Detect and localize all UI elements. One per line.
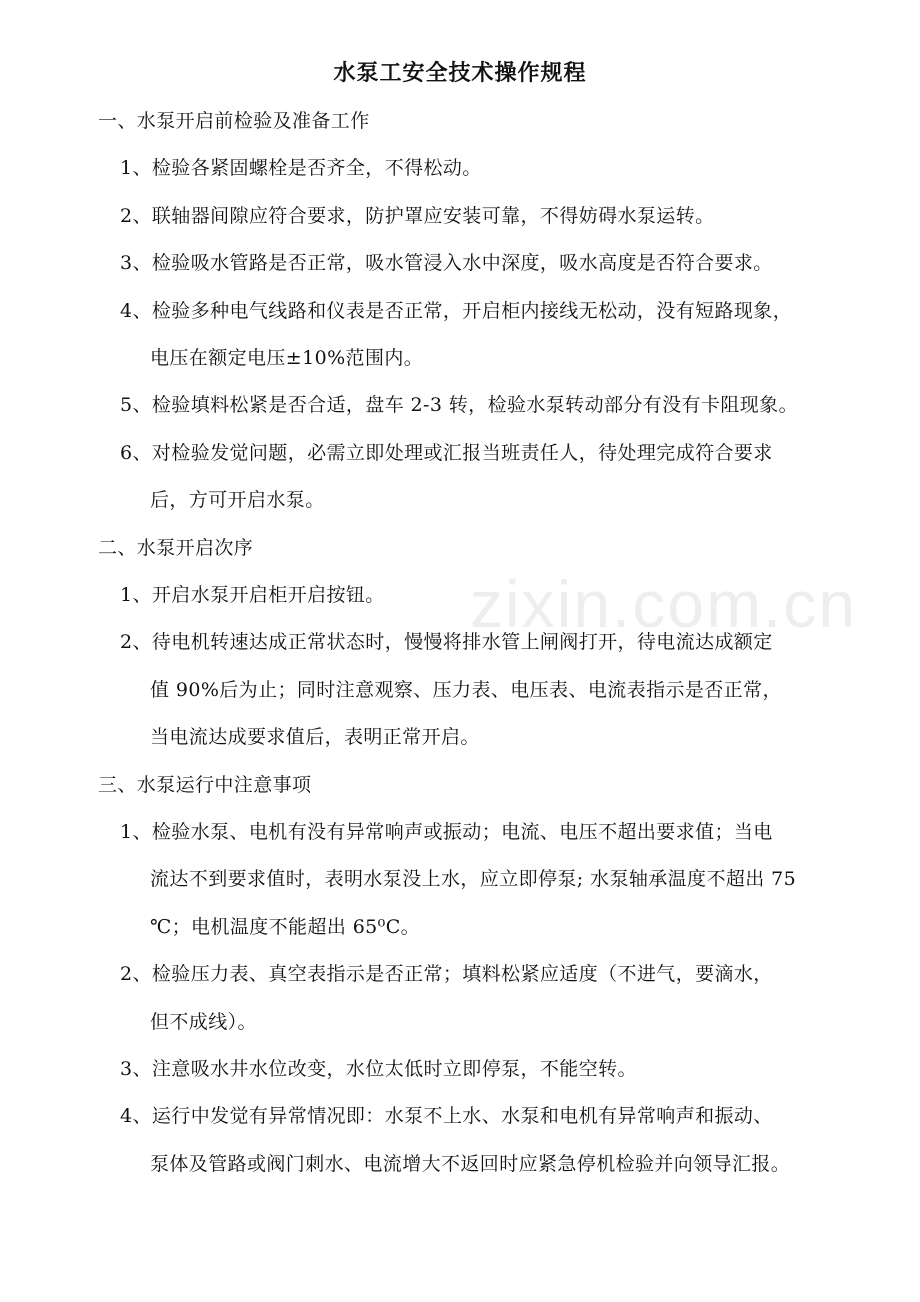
list-item: 5、检验填料松紧是否合适，盘车 2-3 转，检验水泵转动部分有没有卡阻现象。: [120, 394, 798, 417]
list-item-continuation: 后，方可开启水泵。: [150, 489, 325, 512]
page-title: 水泵工安全技术操作规程: [333, 61, 587, 86]
list-item-continuation: 电压在额定电压±10%范围内。: [150, 347, 424, 369]
section-heading: 二、水泵开启次序: [98, 536, 254, 559]
list-item: 4、检验多种电气线路和仪表是否正常，开启柜内接线无松动，没有短路现象，: [120, 299, 793, 322]
list-item-continuation: 值 90%后为止；同时注意观察、压力表、电压表、电流表指示是否正常，: [150, 678, 782, 701]
list-item: 2、检验压力表、真空表指示是否正常；填料松紧应适度（不进气，要滴水，: [120, 963, 773, 986]
list-item: 4、运行中发觉有异常情况即：水泵不上水、水泵和电机有异常响声和振动、: [120, 1105, 773, 1128]
list-item: 1、开启水泵开启柜开启按钮。: [120, 584, 385, 606]
list-item-continuation: ℃；电机温度不能超出 65⁰C。: [150, 915, 421, 938]
list-item: 3、检验吸水管路是否正常，吸水管浸入水中深度，吸水高度是否符合要求。: [120, 252, 773, 275]
list-item-continuation: 但不成线）。: [150, 1010, 257, 1033]
list-item: 6、对检验发觉问题，必需立即处理或汇报当班责任人，待处理完成符合要求: [120, 441, 773, 464]
section-heading: 一、水泵开启前检验及准备工作: [98, 110, 370, 132]
list-item: 2、待电机转速达成正常状态时，慢慢将排水管上闸阀打开，待电流达成额定: [120, 631, 773, 654]
watermark: zixin.com.cn: [470, 567, 858, 641]
list-item: 1、检验各紧固螺栓是否齐全，不得松动。: [120, 157, 482, 180]
list-item-continuation: 泵体及管路或阀门刺水、电流增大不返回时应紧急停机检验并向领导汇报。: [150, 1152, 791, 1175]
list-item-continuation: 当电流达成要求值后，表明正常开启。: [150, 726, 480, 749]
list-item: 3、注意吸水井水位改变，水位太低时立即停泵，不能空转。: [120, 1058, 637, 1080]
list-item-continuation: 流达不到要求值时，表明水泵没上水，应立即停泵; 水泵轴承温度不超出 75: [150, 868, 797, 891]
list-item: 1、检验水泵、电机有没有异常响声或振动；电流、电压不超出要求值；当电: [120, 821, 773, 843]
list-item: 2、联轴器间隙应符合要求，防护罩应安装可靠，不得妨碍水泵运转。: [120, 204, 715, 227]
section-heading: 三、水泵运行中注意事项: [98, 773, 312, 796]
